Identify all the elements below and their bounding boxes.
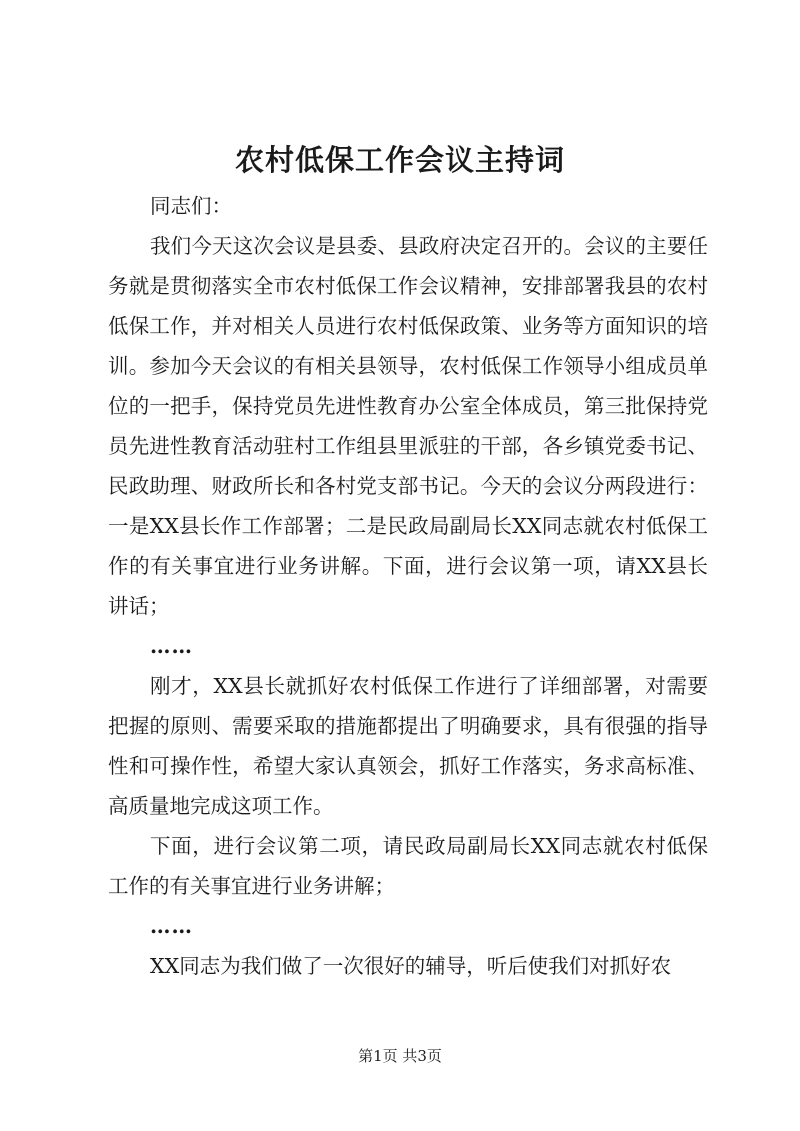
paragraph-closing: XX同志为我们做了一次很好的辅导，听后使我们对抓好农 xyxy=(150,954,672,978)
paragraph-summary: 刚才，XX县长就抓好农村低保工作进行了详细部署，对需要把握的原则、需要采取的措施都提出了明确要求，具有很强的指导性和可操作性，希望大家认真领会，抓好工作落实，务求高标准、高质量地完成这项工作。 xyxy=(108,674,708,818)
greeting: 同志们： xyxy=(150,194,232,218)
paragraph-opening: 我们今天这次会议是县委、县政府决定召开的。会议的主要任务就是贯彻落实全市农村低保工作会议精神，安排部署我县的农村低保工作，并对相关人员进行农村低保政策、业务等方面知识的培训。参加今天会议的有相关县领导，农村低保工作领导小组成员单位的一把手，保持党员先进性教育办公室全体成员，第三批保持党员先进性教育活动驻村工作组县里派驻的干部，各乡镇党委书记、民政助理、财政所长和各村党支部书记。今天的会议分两段进行：一是XX县长作工作部署；二是民政局副局长XX同志就农村低保工作的有关事宜进行业务讲解。下面，进行会议第一项，请XX县长讲话； xyxy=(108,234,708,618)
document-title: 农村低保工作会议主持词 xyxy=(234,143,565,177)
page-number-footer: 第1页 共3页 xyxy=(358,1047,442,1065)
paragraph-second-item: 下面，进行会议第二项，请民政局副局长XX同志就农村低保工作的有关事宜进行业务讲解； xyxy=(108,834,708,898)
ellipsis-mark: …… xyxy=(150,634,193,658)
ellipsis-mark: …… xyxy=(150,914,193,938)
document-body xyxy=(108,186,708,986)
